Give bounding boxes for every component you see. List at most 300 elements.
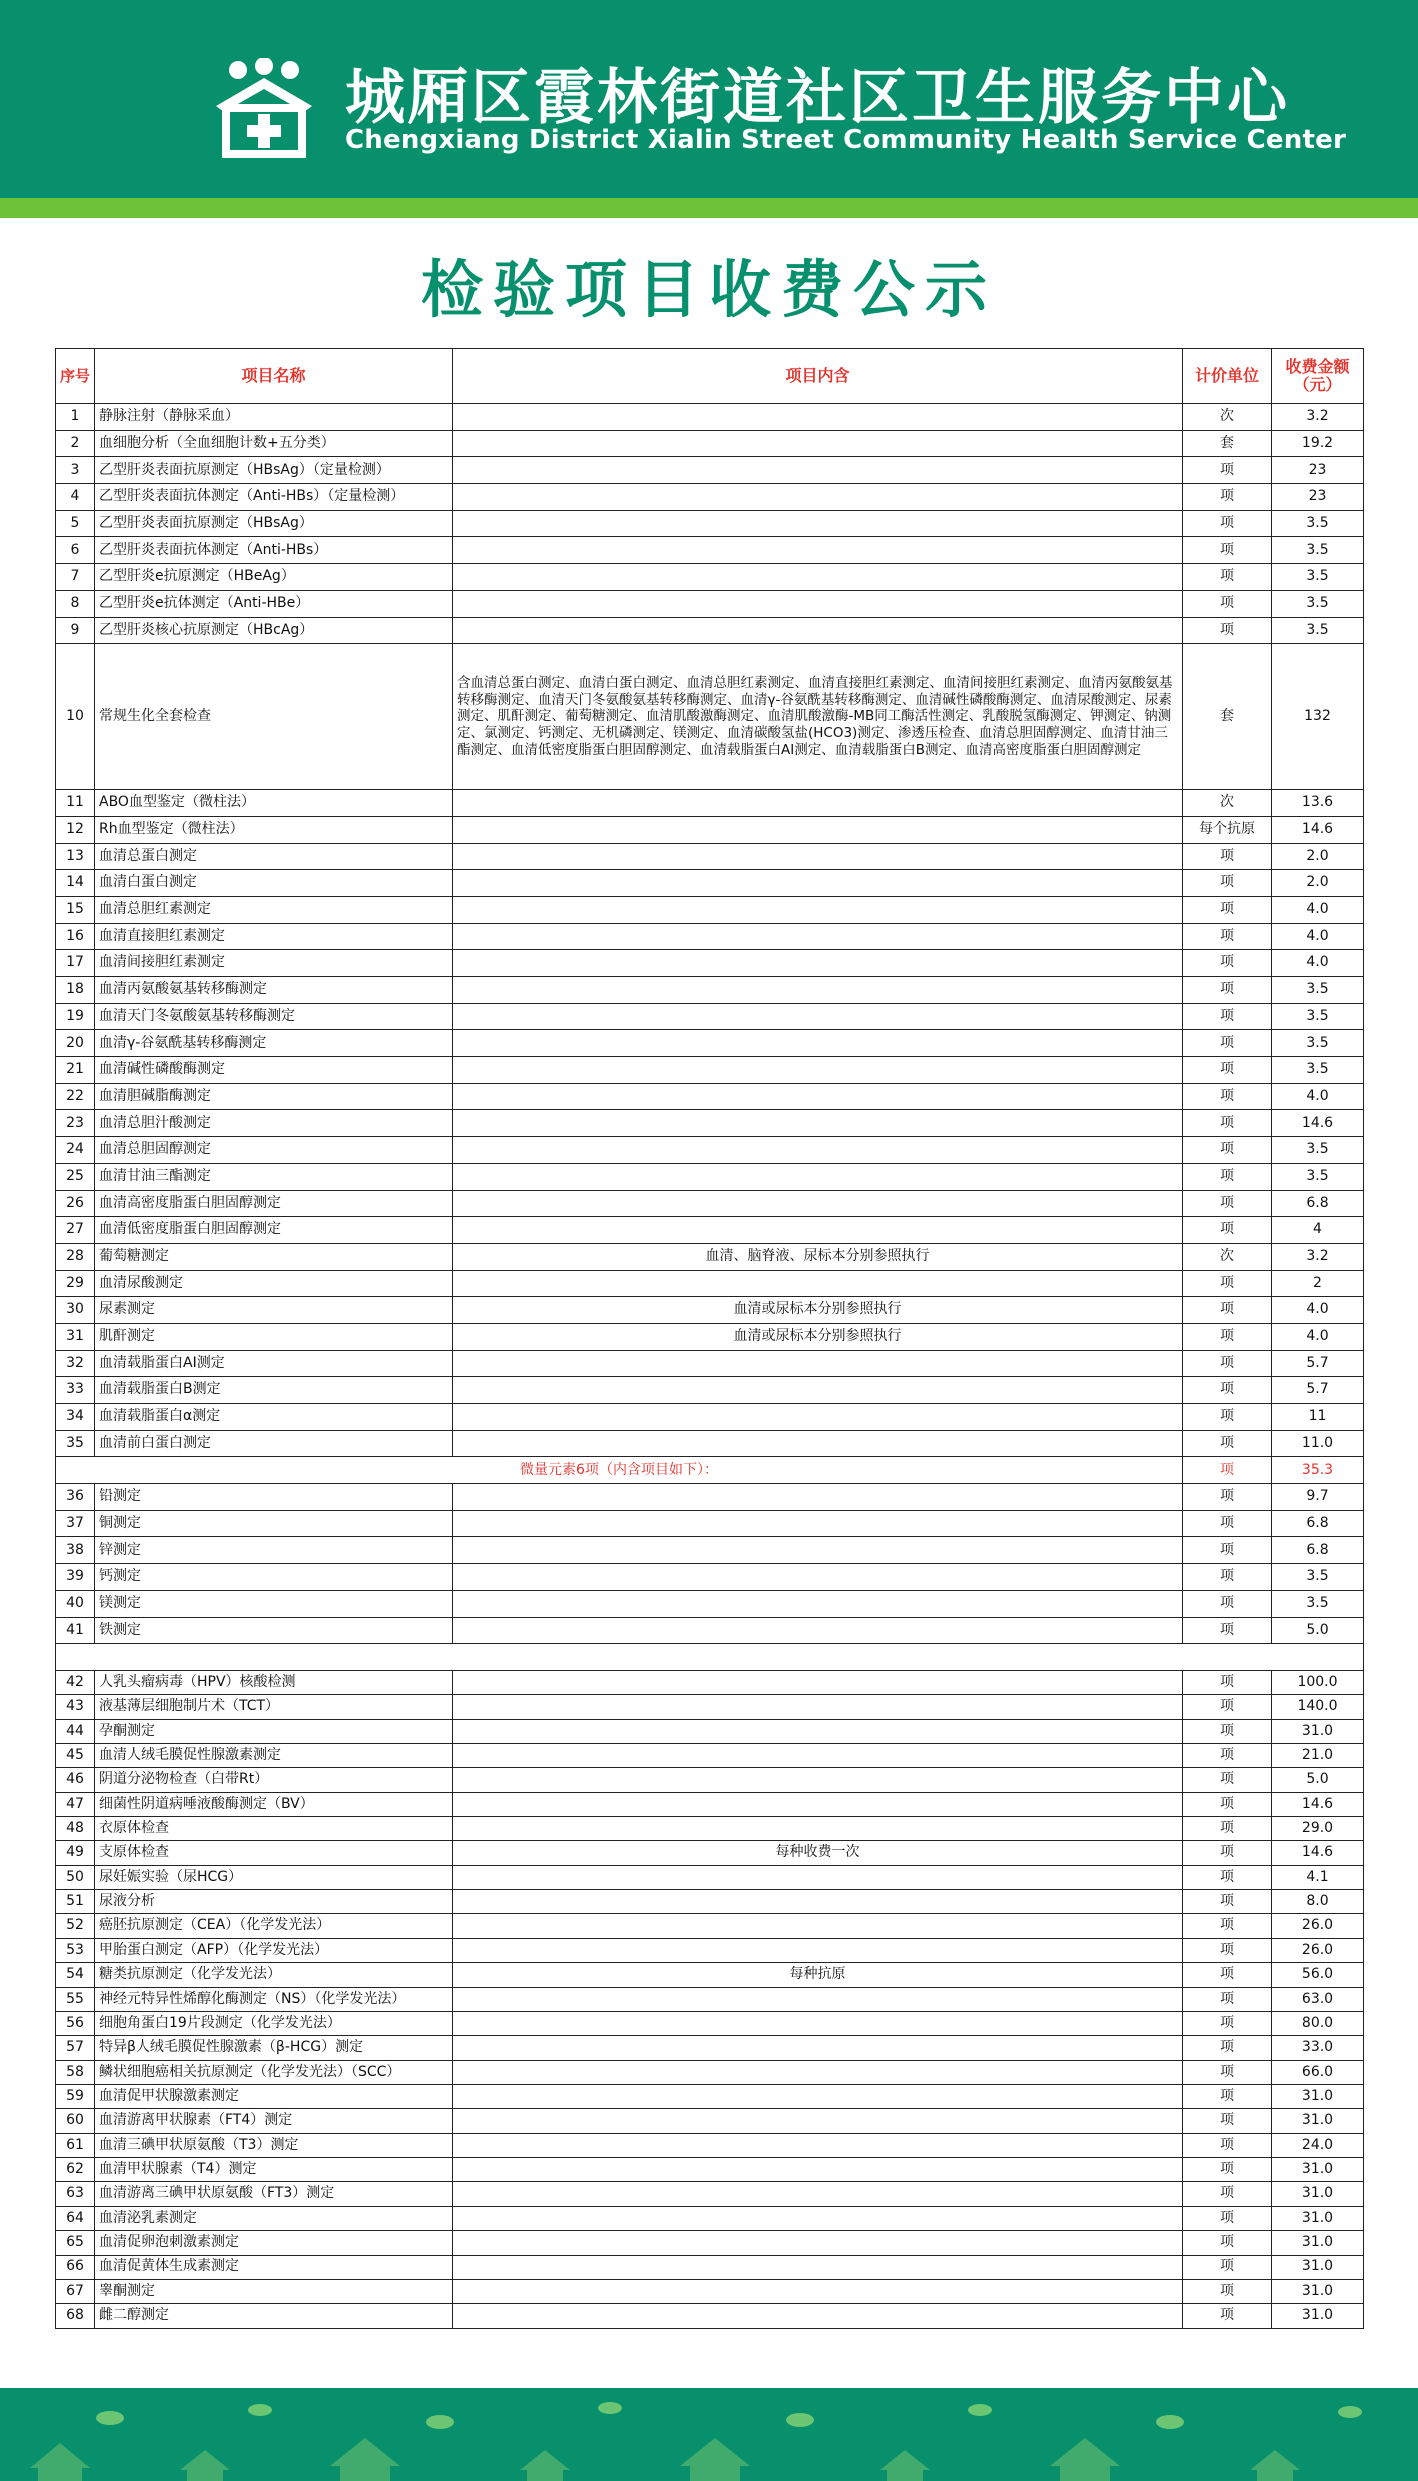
- row-content: [453, 2084, 1183, 2108]
- row-unit: 套: [1183, 430, 1272, 457]
- row-content: [453, 564, 1183, 591]
- row-unit: 项: [1183, 1217, 1272, 1244]
- row-no: 43: [56, 1695, 95, 1719]
- row-price: 56.0: [1272, 1963, 1364, 1987]
- row-content: [453, 2060, 1183, 2084]
- row-no: 11: [56, 790, 95, 817]
- row-name: 尿妊娠实验（尿HCG）: [95, 1865, 453, 1889]
- row-no: 55: [56, 1987, 95, 2011]
- row-unit: 项: [1183, 1297, 1272, 1324]
- row-price: 14.6: [1272, 1792, 1364, 1816]
- row-no: 13: [56, 843, 95, 870]
- row-price: 14.6: [1272, 1110, 1364, 1137]
- row-unit: 项: [1183, 1987, 1272, 2011]
- table-row: [56, 1350, 1364, 1377]
- row-content: [453, 790, 1183, 817]
- row-content: [453, 1510, 1183, 1537]
- row-no: 51: [56, 1890, 95, 1914]
- row-price: 31.0: [1272, 2158, 1364, 2182]
- table-row: [56, 1617, 1364, 1644]
- row-content: [453, 510, 1183, 537]
- row-unit: 项: [1183, 1865, 1272, 1889]
- row-name: 静脉注射（静脉采血）: [95, 404, 453, 431]
- row-content: 血清或尿标本分别参照执行: [453, 1323, 1183, 1350]
- table-row: [56, 1270, 1364, 1297]
- table-row: [56, 2060, 1364, 2084]
- row-content: [453, 977, 1183, 1004]
- row-unit: 项: [1183, 590, 1272, 617]
- row-content: [453, 2255, 1183, 2279]
- row-no: 36: [56, 1484, 95, 1511]
- row-name: 血清促卵泡刺激素测定: [95, 2231, 453, 2255]
- row-content: [453, 1484, 1183, 1511]
- row-unit: 项: [1183, 1003, 1272, 1030]
- row-content: [453, 537, 1183, 564]
- table-row: [56, 1817, 1364, 1841]
- section-label: 微量元素6项（内含项目如下）：: [56, 1457, 1183, 1484]
- row-content: [453, 1768, 1183, 1792]
- table-row: [56, 1695, 1364, 1719]
- row-price: 80.0: [1272, 2011, 1364, 2035]
- row-name: 甲胎蛋白测定（AFP）（化学发光法）: [95, 1938, 453, 1962]
- table-row: [56, 1057, 1364, 1084]
- row-content: [453, 1817, 1183, 1841]
- table-row: [56, 2182, 1364, 2206]
- row-content: [453, 1404, 1183, 1431]
- row-name: 血清总胆固醇测定: [95, 1137, 453, 1164]
- row-no: 52: [56, 1914, 95, 1938]
- row-content: [453, 1865, 1183, 1889]
- row-unit: 项: [1183, 1377, 1272, 1404]
- row-unit: 项: [1183, 1163, 1272, 1190]
- row-unit: 项: [1183, 1938, 1272, 1962]
- row-name: 乙型肝炎表面抗体测定（Anti-HBs）（定量检测）: [95, 484, 453, 511]
- row-unit: 项: [1183, 2011, 1272, 2035]
- community-health-logo-icon: [208, 58, 320, 158]
- row-unit: 项: [1183, 1484, 1272, 1511]
- table-row: [56, 2036, 1364, 2060]
- row-price: 3.5: [1272, 1003, 1364, 1030]
- row-price: 5.0: [1272, 1768, 1364, 1792]
- row-name: 血清游离三碘甲状原氨酸（FT3）测定: [95, 2182, 453, 2206]
- section-price: 35.3: [1272, 1457, 1364, 1484]
- table-row: [56, 484, 1364, 511]
- row-name: 血清胆碱脂酶测定: [95, 1083, 453, 1110]
- row-price: 24.0: [1272, 2133, 1364, 2157]
- table-row: [56, 1377, 1364, 1404]
- row-no: 49: [56, 1841, 95, 1865]
- row-name: ABO血型鉴定（微柱法）: [95, 790, 453, 817]
- row-name: 乙型肝炎e抗体测定（Anti-HBe）: [95, 590, 453, 617]
- header-no: 序号: [56, 349, 95, 404]
- table-row: [56, 1792, 1364, 1816]
- row-price: 140.0: [1272, 1695, 1364, 1719]
- table-row: [56, 2231, 1364, 2255]
- header-name: 项目名称: [95, 349, 453, 404]
- table-row: [56, 2304, 1364, 2328]
- row-unit: 次: [1183, 1243, 1272, 1270]
- row-unit: 项: [1183, 1914, 1272, 1938]
- row-content: [453, 843, 1183, 870]
- row-name: 血清三碘甲状原氨酸（T3）测定: [95, 2133, 453, 2157]
- row-unit: 项: [1183, 896, 1272, 923]
- row-no: 1: [56, 404, 95, 431]
- row-content: [453, 2304, 1183, 2328]
- row-no: 33: [56, 1377, 95, 1404]
- row-content: [453, 1987, 1183, 2011]
- table-row: [56, 1865, 1364, 1889]
- row-price: 6.8: [1272, 1190, 1364, 1217]
- row-name: 雌二醇测定: [95, 2304, 453, 2328]
- row-name: 神经元特异性烯醇化酶测定（NS）（化学发光法）: [95, 1987, 453, 2011]
- row-content: [453, 1083, 1183, 1110]
- row-name: 血清间接胆红素测定: [95, 950, 453, 977]
- row-content: [453, 1890, 1183, 1914]
- table-row: [56, 1003, 1364, 1030]
- row-name: 锌测定: [95, 1537, 453, 1564]
- row-no: 40: [56, 1590, 95, 1617]
- row-unit: 项: [1183, 2182, 1272, 2206]
- row-name: 铁测定: [95, 1617, 453, 1644]
- row-no: 59: [56, 2084, 95, 2108]
- row-unit: 项: [1183, 1350, 1272, 1377]
- row-unit: 项: [1183, 977, 1272, 1004]
- row-name: 细胞角蛋白19片段测定（化学发光法）: [95, 2011, 453, 2035]
- row-no: 2: [56, 430, 95, 457]
- row-no: 28: [56, 1243, 95, 1270]
- row-content: [453, 870, 1183, 897]
- table-row: [56, 1743, 1364, 1767]
- table-row: [56, 1243, 1364, 1270]
- row-price: 6.8: [1272, 1510, 1364, 1537]
- row-name: 乙型肝炎表面抗原测定（HBsAg）（定量检测）: [95, 457, 453, 484]
- row-no: 57: [56, 2036, 95, 2060]
- row-no: 32: [56, 1350, 95, 1377]
- row-price: 4.0: [1272, 923, 1364, 950]
- row-name: 睾酮测定: [95, 2279, 453, 2303]
- row-price: 2.0: [1272, 870, 1364, 897]
- table-row: [56, 2133, 1364, 2157]
- row-price: 26.0: [1272, 1938, 1364, 1962]
- row-no: 21: [56, 1057, 95, 1084]
- row-no: 25: [56, 1163, 95, 1190]
- row-no: 15: [56, 896, 95, 923]
- row-name: 血清γ-谷氨酰基转移酶测定: [95, 1030, 453, 1057]
- table-row: [56, 1163, 1364, 1190]
- row-no: 20: [56, 1030, 95, 1057]
- row-no: 6: [56, 537, 95, 564]
- row-no: 37: [56, 1510, 95, 1537]
- row-name: 血清丙氨酸氨基转移酶测定: [95, 977, 453, 1004]
- row-no: 10: [56, 644, 95, 790]
- table-row: [56, 1719, 1364, 1743]
- row-content: [453, 1163, 1183, 1190]
- row-price: 31.0: [1272, 2255, 1364, 2279]
- row-unit: 项: [1183, 2036, 1272, 2060]
- row-no: 9: [56, 617, 95, 644]
- row-content: [453, 1719, 1183, 1743]
- row-no: 8: [56, 590, 95, 617]
- row-name: 血清载脂蛋白α测定: [95, 1404, 453, 1431]
- table-row: [56, 564, 1364, 591]
- row-unit: 项: [1183, 1110, 1272, 1137]
- row-no: 31: [56, 1323, 95, 1350]
- row-content: [453, 2109, 1183, 2133]
- table-row: [56, 644, 1364, 790]
- row-name: 常规生化全套检查: [95, 644, 453, 790]
- table-row: [56, 1590, 1364, 1617]
- table-row: [56, 430, 1364, 457]
- row-content: [453, 1030, 1183, 1057]
- row-no: 5: [56, 510, 95, 537]
- row-no: 4: [56, 484, 95, 511]
- row-price: 3.5: [1272, 1590, 1364, 1617]
- table-row: [56, 510, 1364, 537]
- row-price: 23: [1272, 457, 1364, 484]
- row-name: 阴道分泌物检查（白带Rt）: [95, 1768, 453, 1792]
- row-no: 19: [56, 1003, 95, 1030]
- row-unit: 项: [1183, 923, 1272, 950]
- row-name: 尿液分析: [95, 1890, 453, 1914]
- row-unit: 项: [1183, 2084, 1272, 2108]
- row-no: 48: [56, 1817, 95, 1841]
- row-name: 钙测定: [95, 1564, 453, 1591]
- row-content: [453, 1695, 1183, 1719]
- row-no: 61: [56, 2133, 95, 2157]
- row-unit: 项: [1183, 617, 1272, 644]
- table-row: [56, 1841, 1364, 1865]
- row-name: 葡萄糖测定: [95, 1243, 453, 1270]
- row-content: [453, 1190, 1183, 1217]
- row-unit: 项: [1183, 1270, 1272, 1297]
- row-no: 53: [56, 1938, 95, 1962]
- row-no: 17: [56, 950, 95, 977]
- row-name: 乙型肝炎表面抗原测定（HBsAg）: [95, 510, 453, 537]
- row-content: [453, 2011, 1183, 2035]
- row-price: 14.6: [1272, 816, 1364, 843]
- table-row: [56, 457, 1364, 484]
- row-price: 31.0: [1272, 2084, 1364, 2108]
- row-no: 39: [56, 1564, 95, 1591]
- row-content: [453, 1217, 1183, 1244]
- row-price: 4: [1272, 1217, 1364, 1244]
- row-price: 3.5: [1272, 510, 1364, 537]
- row-name: 血清促黄体生成素测定: [95, 2255, 453, 2279]
- row-content: 含血清总蛋白测定、血清白蛋白测定、血清总胆红素测定、血清直接胆红素测定、血清间接胆红素测定、血清丙氨酸氨基转移酶测定、血清天门冬氨酸氨基转移酶测定、血清γ-谷氨酰基转移酶测定、血清碱性磷酸酶测定、血清尿酸测定、尿素测定、肌酐测定、葡萄糖测定、血清肌酸激酶测定、血清肌酸激酶-MB同工酶活性测定、乳酸脱氢酶测定、钾测定、钠测定、氯测定、钙测定、无机磷测定、镁测定、血清碳酸氢盐(HCO3)测定、渗透压检查、血清总胆固醇测定、血清甘油三酯测定、血清低密度脂蛋白胆固醇测定、血清载脂蛋白AⅠ测定、血清载脂蛋白B测定、血清高密度脂蛋白胆固醇测定: [453, 644, 1183, 790]
- row-price: 31.0: [1272, 1719, 1364, 1743]
- center-name-english: Chengxiang District Xialin Street Community Health Service Center: [345, 125, 1346, 155]
- table-row: [56, 1670, 1364, 1694]
- row-content: 每种抗原: [453, 1963, 1183, 1987]
- row-no: 23: [56, 1110, 95, 1137]
- row-unit: 项: [1183, 1537, 1272, 1564]
- table-row: [56, 896, 1364, 923]
- row-unit: 项: [1183, 2133, 1272, 2157]
- row-name: 人乳头瘤病毒（HPV）核酸检测: [95, 1670, 453, 1694]
- row-unit: 次: [1183, 790, 1272, 817]
- row-unit: 项: [1183, 870, 1272, 897]
- row-no: 18: [56, 977, 95, 1004]
- row-name: 乙型肝炎e抗原测定（HBeAg）: [95, 564, 453, 591]
- row-no: 64: [56, 2206, 95, 2230]
- table-row: [56, 2255, 1364, 2279]
- table-row: [56, 790, 1364, 817]
- row-price: 3.5: [1272, 1057, 1364, 1084]
- row-content: [453, 2182, 1183, 2206]
- row-price: 23: [1272, 484, 1364, 511]
- row-no: 63: [56, 2182, 95, 2206]
- row-no: 38: [56, 1537, 95, 1564]
- row-no: 65: [56, 2231, 95, 2255]
- row-unit: 项: [1183, 1404, 1272, 1431]
- footer-decoration: [0, 2388, 1418, 2481]
- row-no: 58: [56, 2060, 95, 2084]
- row-unit: 项: [1183, 484, 1272, 511]
- row-price: 4.1: [1272, 1865, 1364, 1889]
- row-name: 乙型肝炎表面抗体测定（Anti-HBs）: [95, 537, 453, 564]
- row-price: 4.0: [1272, 1297, 1364, 1324]
- row-price: 26.0: [1272, 1914, 1364, 1938]
- row-no: 47: [56, 1792, 95, 1816]
- row-price: 3.5: [1272, 1564, 1364, 1591]
- row-no: 22: [56, 1083, 95, 1110]
- row-price: 31.0: [1272, 2109, 1364, 2133]
- row-name: 液基薄层细胞制片术（TCT）: [95, 1695, 453, 1719]
- row-unit: 项: [1183, 2304, 1272, 2328]
- row-price: 9.7: [1272, 1484, 1364, 1511]
- row-price: 5.0: [1272, 1617, 1364, 1644]
- table-row: [56, 1564, 1364, 1591]
- row-content: 血清、脑脊液、尿标本分别参照执行: [453, 1243, 1183, 1270]
- row-unit: 项: [1183, 510, 1272, 537]
- row-name: 血清甘油三酯测定: [95, 1163, 453, 1190]
- row-unit: 项: [1183, 1890, 1272, 1914]
- row-price: 5.7: [1272, 1350, 1364, 1377]
- row-unit: 项: [1183, 2255, 1272, 2279]
- table-row: [56, 1484, 1364, 1511]
- row-unit: 项: [1183, 1030, 1272, 1057]
- row-price: 2: [1272, 1270, 1364, 1297]
- row-content: 血清或尿标本分别参照执行: [453, 1297, 1183, 1324]
- row-price: 29.0: [1272, 1817, 1364, 1841]
- row-name: 血清前白蛋白测定: [95, 1430, 453, 1457]
- table-row: [56, 1137, 1364, 1164]
- row-price: 4.0: [1272, 950, 1364, 977]
- row-name: 糖类抗原测定（化学发光法）: [95, 1963, 453, 1987]
- row-content: [453, 404, 1183, 431]
- row-unit: 项: [1183, 843, 1272, 870]
- row-unit: 项: [1183, 1841, 1272, 1865]
- row-unit: 项: [1183, 1430, 1272, 1457]
- row-price: 3.5: [1272, 564, 1364, 591]
- table-row: [56, 1030, 1364, 1057]
- row-unit: 项: [1183, 2109, 1272, 2133]
- row-unit: 项: [1183, 1963, 1272, 1987]
- header-banner: [0, 0, 1418, 198]
- row-unit: 项: [1183, 1057, 1272, 1084]
- header-content: 项目内含: [453, 349, 1183, 404]
- row-name: 乙型肝炎核心抗原测定（HBcAg）: [95, 617, 453, 644]
- row-name: 血清载脂蛋白B测定: [95, 1377, 453, 1404]
- table-row: [56, 1430, 1364, 1457]
- row-no: 62: [56, 2158, 95, 2182]
- table-row: [56, 1768, 1364, 1792]
- row-price: 21.0: [1272, 1743, 1364, 1767]
- row-no: 12: [56, 816, 95, 843]
- row-no: 66: [56, 2255, 95, 2279]
- table-row: [56, 2109, 1364, 2133]
- row-unit: 项: [1183, 2206, 1272, 2230]
- row-price: 3.5: [1272, 617, 1364, 644]
- table-row: [56, 1890, 1364, 1914]
- row-content: [453, 1914, 1183, 1938]
- row-no: 41: [56, 1617, 95, 1644]
- row-price: 4.0: [1272, 1323, 1364, 1350]
- row-no: 35: [56, 1430, 95, 1457]
- table-row: [56, 2158, 1364, 2182]
- row-price: 33.0: [1272, 2036, 1364, 2060]
- table-row: [56, 1938, 1364, 1962]
- table-row: [56, 2084, 1364, 2108]
- row-no: 45: [56, 1743, 95, 1767]
- row-unit: 项: [1183, 2060, 1272, 2084]
- row-unit: 每个抗原: [1183, 816, 1272, 843]
- row-no: 29: [56, 1270, 95, 1297]
- row-content: [453, 1590, 1183, 1617]
- row-unit: 项: [1183, 1564, 1272, 1591]
- row-unit: 项: [1183, 1719, 1272, 1743]
- header-unit: 计价单位: [1183, 349, 1272, 404]
- row-name: 血清总胆汁酸测定: [95, 1110, 453, 1137]
- row-content: [453, 950, 1183, 977]
- row-unit: 项: [1183, 1768, 1272, 1792]
- row-no: 34: [56, 1404, 95, 1431]
- row-unit: 项: [1183, 1083, 1272, 1110]
- row-unit: 项: [1183, 1817, 1272, 1841]
- row-no: 44: [56, 1719, 95, 1743]
- row-unit: 项: [1183, 564, 1272, 591]
- table-row: [56, 1914, 1364, 1938]
- row-no: 46: [56, 1768, 95, 1792]
- row-content: [453, 2206, 1183, 2230]
- header-accent-stripe: [0, 198, 1418, 218]
- row-unit: 次: [1183, 404, 1272, 431]
- row-name: Rh血型鉴定（微柱法）: [95, 816, 453, 843]
- row-price: 19.2: [1272, 430, 1364, 457]
- row-content: [453, 1377, 1183, 1404]
- row-content: [453, 1537, 1183, 1564]
- row-name: 支原体检查: [95, 1841, 453, 1865]
- row-unit: 项: [1183, 1510, 1272, 1537]
- row-price: 11: [1272, 1404, 1364, 1431]
- row-no: 54: [56, 1963, 95, 1987]
- row-content: [453, 896, 1183, 923]
- table-row: [56, 2011, 1364, 2035]
- row-content: [453, 1564, 1183, 1591]
- row-name: 血清游离甲状腺素（FT4）测定: [95, 2109, 453, 2133]
- row-unit: 项: [1183, 2158, 1272, 2182]
- row-price: 3.5: [1272, 1030, 1364, 1057]
- row-content: [453, 1110, 1183, 1137]
- table-row: [56, 1083, 1364, 1110]
- row-content: [453, 2279, 1183, 2303]
- row-name: 铅测定: [95, 1484, 453, 1511]
- table-row: [56, 1297, 1364, 1324]
- row-name: 血清高密度脂蛋白胆固醇测定: [95, 1190, 453, 1217]
- table-row: [56, 1404, 1364, 1431]
- spacer-cell: [56, 1644, 1364, 1671]
- row-content: [453, 2231, 1183, 2255]
